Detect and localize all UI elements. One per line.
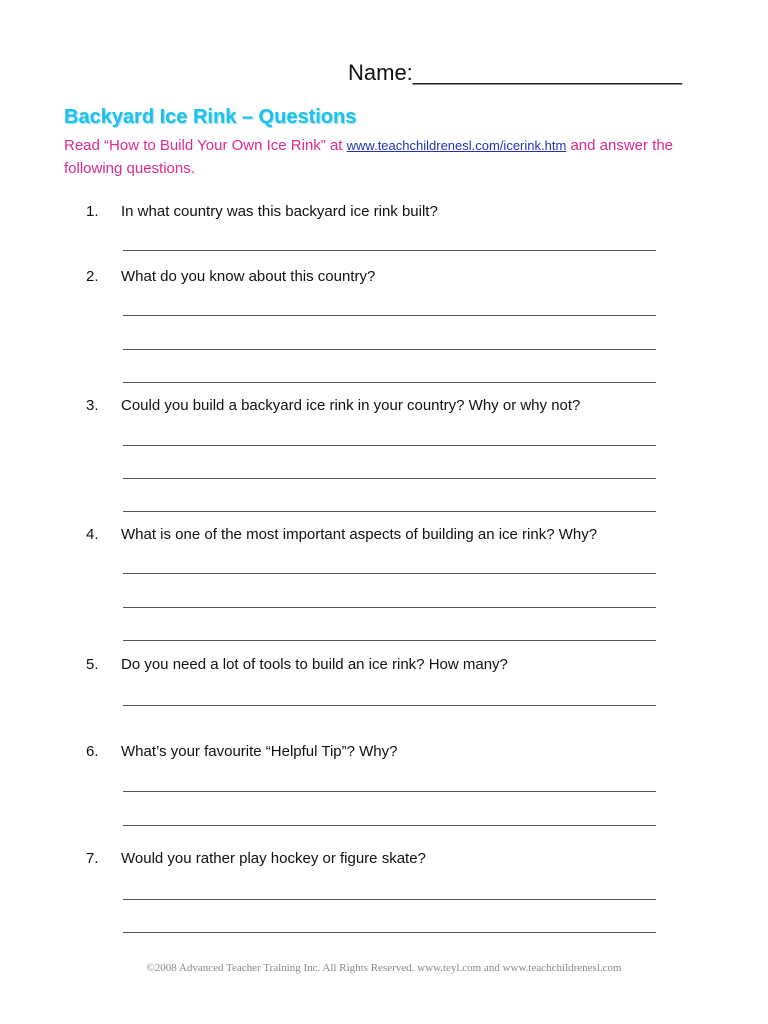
answer-line[interactable] (123, 445, 656, 446)
worksheet-title: Backyard Ice Rink – Questions (64, 106, 357, 128)
answer-line[interactable] (123, 382, 656, 383)
answer-line[interactable] (123, 607, 656, 608)
answer-line[interactable] (123, 791, 656, 792)
question-number: 1. (86, 203, 99, 220)
answer-line[interactable] (123, 349, 656, 350)
question-text: Would you rather play hockey or figure skate? (121, 850, 426, 867)
question-number: 4. (86, 526, 99, 543)
question-number: 2. (86, 268, 99, 285)
source-link[interactable]: www.teachchildrenesl.com/icerink.htm (346, 138, 567, 153)
answer-line[interactable] (123, 705, 656, 706)
instructions-suffix: and answer the following questions. (64, 137, 674, 177)
instructions-prefix: Read “How to Build Your Own Ice Rink” at (64, 137, 347, 154)
answer-line[interactable] (123, 250, 656, 251)
answer-line[interactable] (123, 825, 656, 826)
answer-line[interactable] (123, 932, 656, 933)
question-number: 7. (86, 850, 99, 867)
instructions (64, 134, 724, 180)
answer-line[interactable] (123, 640, 656, 641)
question-text: Do you need a lot of tools to build an ice rink? How many? (121, 656, 508, 673)
question-text: In what country was this backyard ice rink built? (121, 203, 438, 220)
answer-line[interactable] (123, 478, 656, 479)
name-field-label: Name:______________________ (348, 60, 682, 85)
question-text: Could you build a backyard ice rink in your country? Why or why not? (121, 397, 581, 414)
question-number: 3. (86, 397, 99, 414)
question-text: What’s your favourite “Helpful Tip”? Why? (121, 743, 398, 760)
question-text: What is one of the most important aspects of building an ice rink? Why? (121, 526, 598, 543)
answer-line[interactable] (123, 573, 656, 574)
answer-line[interactable] (123, 511, 656, 512)
question-number: 6. (86, 743, 99, 760)
answer-line[interactable] (123, 899, 656, 900)
question-text: What do you know about this country? (121, 268, 376, 285)
question-number: 5. (86, 656, 99, 673)
copyright-footer: ©2008 Advanced Teacher Training Inc. All Rights Reserved. www.teyl.com and www.teachchildrenesl.com (146, 962, 622, 974)
answer-line[interactable] (123, 315, 656, 316)
